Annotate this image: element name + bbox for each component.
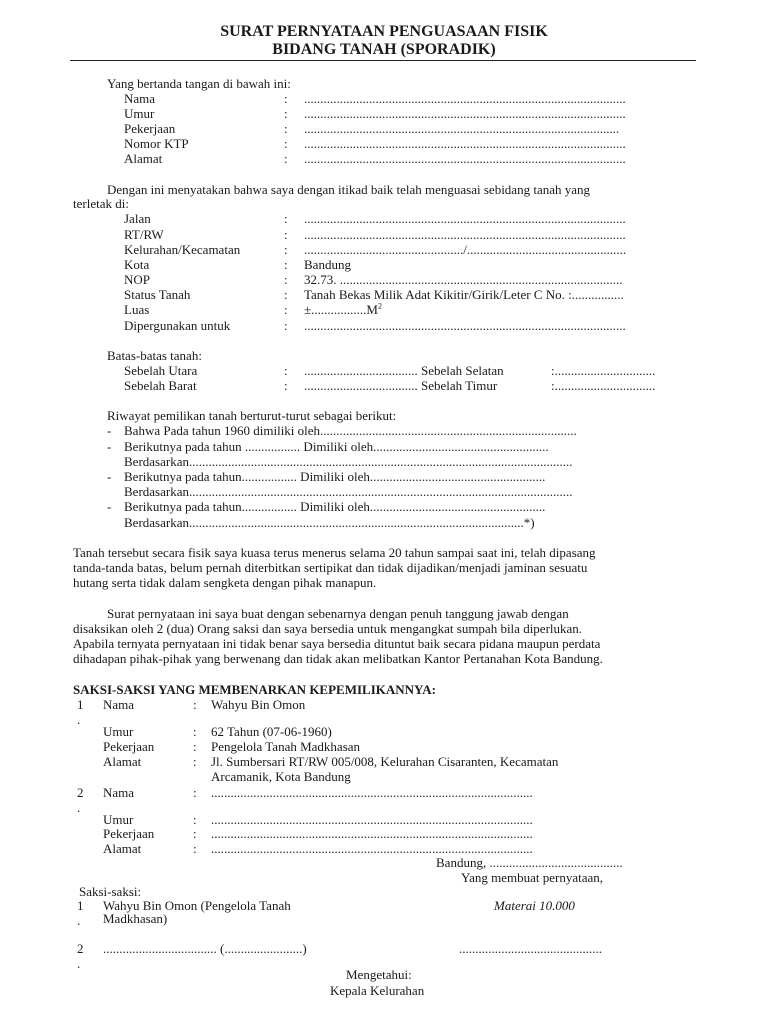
colon: : <box>193 812 197 827</box>
history-line5: Berdasarkan...................................................................................................................... <box>124 484 573 499</box>
witness1-address-line1: Jl. Sumbersari RT/RW 005/008, Kelurahan Cisaranten, Kecamatan <box>211 754 559 769</box>
border-north-label: Sebelah Utara <box>124 363 198 378</box>
history-line7: Berdasarkan.......................................................................................................*) <box>124 515 535 530</box>
colon: : <box>284 121 288 136</box>
statement-line1: Dengan ini menyatakan bahwa saya dengan itikad baik telah menguasai sebidang tanah yang <box>107 182 590 197</box>
colon: : <box>284 136 288 151</box>
signer-name-label: Nama <box>124 91 156 106</box>
borders-heading: Batas-batas tanah: <box>107 348 202 363</box>
materai-stamp-text: Materai 10.000 <box>494 898 575 913</box>
kelurahan-head-label: Kepala Kelurahan <box>330 983 425 998</box>
area-unit-superscript: 2 <box>377 301 382 311</box>
colon: : <box>284 318 288 333</box>
signer-age-value: ................................................................................................... <box>304 106 626 121</box>
para1-line3: hutang serta tidak dalam sengketa dengan pihak manapun. <box>73 575 377 590</box>
witness2-job-value: ................................................................................................... <box>211 826 533 841</box>
colon: : <box>284 211 288 226</box>
land-area-label: Luas <box>124 302 150 317</box>
colon: : <box>284 91 288 106</box>
history-dash: - <box>107 423 112 438</box>
signer-address-value: ................................................................................................... <box>304 151 626 166</box>
para2-line1: Surat pernyataan ini saya buat dengan sebenarnya dengan penuh tanggung jawab dengan <box>107 606 569 621</box>
land-city-value: Bandung <box>304 257 351 272</box>
witness1-age-label: Umur <box>103 724 134 739</box>
land-street-value: ................................................................................................... <box>304 211 626 226</box>
land-area-value: ±.................M <box>304 302 378 317</box>
border-west-value: ................................... Sebelah Timur <box>304 378 498 393</box>
colon: : <box>284 227 288 242</box>
border-south-value: :............................... <box>551 363 656 378</box>
signer-ktp-value: ................................................................................................... <box>304 136 626 151</box>
history-line6: Berikutnya pada tahun................. Dimiliki oleh...................................................... <box>124 499 546 514</box>
witness1-job-value: Pengelola Tanah Madkhasan <box>211 739 361 754</box>
land-use-label: Dipergunakan untuk <box>124 318 231 333</box>
document-title-line2: BIDANG TANAH (SPORADIK) <box>272 41 496 58</box>
border-east-value: :............................... <box>551 378 656 393</box>
witness2-job-label: Pekerjaan <box>103 826 155 841</box>
land-status-label: Status Tanah <box>124 287 191 302</box>
history-line2: Berikutnya pada tahun ................. Dimiliki oleh...................................................... <box>124 439 549 454</box>
land-area-value-wrap <box>304 302 382 317</box>
colon: : <box>284 363 288 378</box>
para2-line4: dihadapan pihak-pihak yang berwenang dan tidak akan melibatkan Kantor Pertanahan Kota Bandung. <box>73 651 603 666</box>
signer-address-label: Alamat <box>124 151 163 166</box>
intro-text: Yang bertanda tangan di bawah ini: <box>107 76 291 91</box>
land-nop-label: NOP <box>124 272 151 287</box>
colon: : <box>284 106 288 121</box>
witness1-number: 1 <box>77 697 84 712</box>
document-title-line1: SURAT PERNYATAAN PENGUASAAN FISIK <box>220 23 548 40</box>
signer-age-label: Umur <box>124 106 155 121</box>
signer-job-value: ................................................................................................. <box>304 121 620 136</box>
para2-line3: Apabila ternyata pernyataan ini tidak benar saya bersedia dituntut baik secara pidana maupun perdata <box>73 636 601 651</box>
witness2-age-label: Umur <box>103 812 134 827</box>
sig2-left: ................................... (........................) <box>103 941 307 956</box>
signer-job-label: Pekerjaan <box>124 121 176 136</box>
land-status-value: Tanah Bekas Milik Adat Kikitir/Girik/Leter C No. :................ <box>304 287 624 302</box>
witness1-number-dot: . <box>77 712 81 727</box>
colon: : <box>284 257 288 272</box>
colon: : <box>193 697 197 712</box>
para1-line2: tanda-tanda batas, belum pernah diterbitkan sertipikat dan tidak dijadikan/menjadi jaminan sesuatu <box>73 560 588 575</box>
colon: : <box>284 242 288 257</box>
colon: : <box>193 754 197 769</box>
witness2-number: 2 <box>77 785 84 800</box>
witness1-age-value: 62 Tahun (07-06-1960) <box>211 724 332 739</box>
history-dash: - <box>107 439 112 454</box>
history-line3: Berdasarkan...................................................................................................................... <box>124 454 573 469</box>
statement-line2: terletak di: <box>73 196 129 211</box>
colon: : <box>284 378 288 393</box>
border-north-value: ................................... Sebelah Selatan <box>304 363 504 378</box>
history-line4: Berikutnya pada tahun................. Dimiliki oleh...................................................... <box>124 469 546 484</box>
history-line1: Bahwa Pada tahun 1960 dimiliki oleh............................................................................... <box>124 423 577 438</box>
colon: : <box>193 739 197 754</box>
land-use-value: ................................................................................................... <box>304 318 626 333</box>
colon: : <box>284 272 288 287</box>
sig1-line2: Madkhasan) <box>103 911 168 926</box>
land-city-label: Kota <box>124 257 150 272</box>
land-nop-value: 32.73. ....................................................................................... <box>304 272 623 287</box>
land-rtrw-label: RT/RW <box>124 227 164 242</box>
land-kelurahan-value: ................................................./................................................. <box>304 242 627 257</box>
sig2-right: ............................................ <box>459 941 602 956</box>
known-label: Mengetahui: <box>346 967 412 982</box>
witness2-address-value: ................................................................................................... <box>211 841 533 856</box>
colon: : <box>193 841 197 856</box>
colon: : <box>193 785 197 800</box>
para2-line2: disaksikan oleh 2 (dua) Orang saksi dan saya bersedia untuk mengangkat sumpah bila diperlukan. <box>73 621 583 636</box>
signer-name-value: ................................................................................................... <box>304 91 626 106</box>
witness1-address-label: Alamat <box>103 754 142 769</box>
witness2-age-value: ................................................................................................... <box>211 812 533 827</box>
colon: : <box>284 302 288 317</box>
sig1-line1: Wahyu Bin Omon (Pengelola Tanah <box>103 898 291 913</box>
witness1-job-label: Pekerjaan <box>103 739 155 754</box>
signer-ktp-label: Nomor KTP <box>124 136 189 151</box>
witness2-name-value: ................................................................................................... <box>211 785 533 800</box>
colon: : <box>284 151 288 166</box>
witness2-address-label: Alamat <box>103 841 142 856</box>
witness2-name-label: Nama <box>103 785 135 800</box>
witness2-number-dot: . <box>77 800 81 815</box>
border-west-label: Sebelah Barat <box>124 378 197 393</box>
land-rtrw-value: ................................................................................................... <box>304 227 626 242</box>
colon: : <box>284 287 288 302</box>
place-date: Bandung, ......................................... <box>436 855 623 870</box>
colon: : <box>193 826 197 841</box>
witness-heading: SAKSI-SAKSI YANG MEMBENARKAN KEPEMILIKANNYA: <box>73 682 436 697</box>
sig1-number-dot: . <box>77 913 81 928</box>
sig2-number-dot: . <box>77 956 81 971</box>
title-underline <box>70 60 696 61</box>
witness1-address-line2: Arcamanik, Kota Bandung <box>211 769 351 784</box>
history-dash: - <box>107 469 112 484</box>
sig2-number: 2 <box>77 941 84 956</box>
maker-label: Yang membuat pernyataan, <box>461 870 604 885</box>
witness1-name-label: Nama <box>103 697 135 712</box>
history-heading: Riwayat pemilikan tanah berturut-turut sebagai berikut: <box>107 408 397 423</box>
land-kelurahan-label: Kelurahan/Kecamatan <box>124 242 241 257</box>
witness1-name-value: Wahyu Bin Omon <box>211 697 306 712</box>
sig1-number: 1 <box>77 898 84 913</box>
land-street-label: Jalan <box>124 211 151 226</box>
para1-line1: Tanah tersebut secara fisik saya kuasa terus menerus selama 20 tahun sampai saat ini, telah dipasang <box>73 545 596 560</box>
witnesses-label: Saksi-saksi: <box>79 884 142 899</box>
history-dash: - <box>107 499 112 514</box>
colon: : <box>193 724 197 739</box>
